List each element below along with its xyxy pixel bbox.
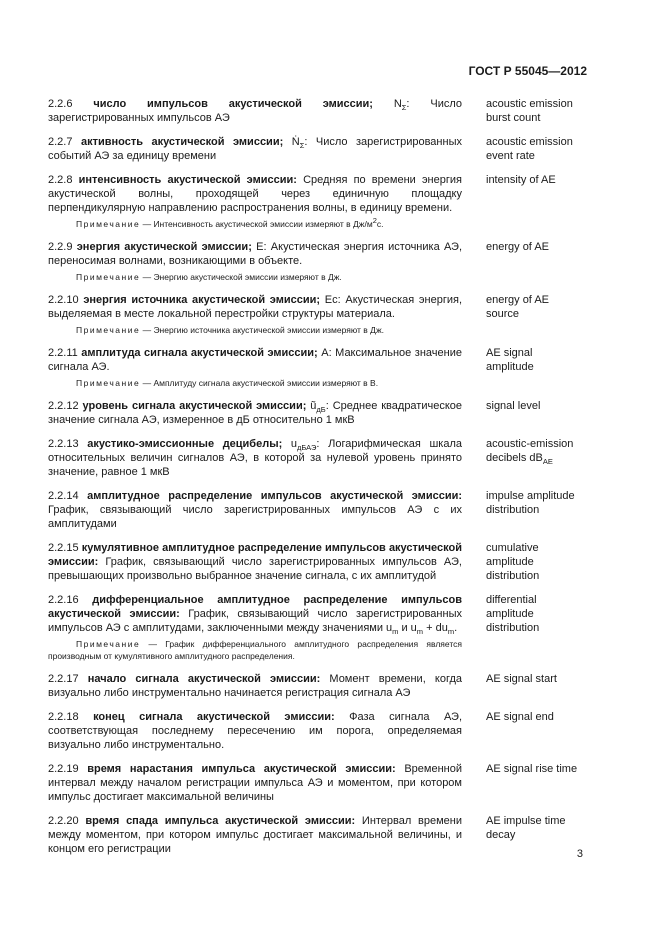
term-definition: Средняя по времени энергия акустической волны, проходящей через единичную площадку перпендикулярную направлению распространения волны, в единицу времени. bbox=[48, 174, 462, 214]
term-definition-ru bbox=[48, 135, 462, 163]
english-term-line bbox=[486, 621, 596, 635]
note-text: — График дифференциального амплитудного распределения является производным от кумулятивного амплитудного распределения. bbox=[48, 639, 462, 661]
term-entry bbox=[48, 593, 596, 662]
term-definition-ru bbox=[48, 710, 462, 752]
term-number: 2.2.18 bbox=[48, 711, 79, 723]
term-definition: Максимальное значение сигнала АЭ. bbox=[48, 347, 462, 373]
term-entry bbox=[48, 437, 596, 479]
english-term-line bbox=[486, 710, 596, 724]
english-term-text: energy of AE bbox=[486, 241, 549, 253]
def-subscript: m bbox=[447, 627, 455, 637]
english-term-text: amplitude bbox=[486, 608, 534, 620]
english-term-line bbox=[486, 555, 596, 569]
term-symbol-colon: : bbox=[406, 98, 410, 110]
term-definition: Фаза сигнала АЭ, соответствующая последнему пересечению им порога, определяемая визуально либо инструментально. bbox=[48, 711, 463, 751]
term-number: 2.2.16 bbox=[48, 594, 79, 606]
term-note bbox=[48, 271, 462, 283]
english-term-line bbox=[486, 503, 596, 517]
term-number: 2.2.10 bbox=[48, 294, 79, 306]
term-definition: Временной интервал между началом регистрации импульса АЭ и моментом, при котором импульс достигает максимальной величины bbox=[48, 763, 462, 803]
term-entry bbox=[48, 489, 596, 531]
english-term-text: AE signal start bbox=[486, 673, 557, 685]
note-label: Примечание bbox=[76, 639, 141, 649]
english-term-text: burst count bbox=[486, 112, 541, 124]
def-subscript: m bbox=[392, 627, 399, 637]
note-text: — Амплитуду сигнала акустической эмиссии измеряют в В. bbox=[142, 378, 379, 388]
term-name: интенсивность акустической эмиссии: bbox=[78, 174, 297, 186]
english-term-text: amplitude bbox=[486, 556, 534, 568]
page-number: 3 bbox=[576, 848, 583, 860]
term-symbol-subscript: дБ bbox=[316, 405, 326, 415]
term-number: 2.2.7 bbox=[48, 136, 73, 148]
term-english bbox=[462, 593, 596, 662]
term-definition: Интервал времени между моментом, при котором импульс достигает максимальной величины, и концом его регистрации bbox=[48, 815, 462, 855]
english-term-subscript: AE bbox=[542, 457, 553, 467]
term-definition: Акустическая энергия, выделяемая в месте локальной перестройки структуры материала. bbox=[48, 294, 462, 320]
standard-header: ГОСТ Р 55045—2012 bbox=[468, 64, 587, 78]
term-english bbox=[462, 762, 596, 804]
term-name: конец сигнала акустической эмиссии: bbox=[93, 711, 335, 723]
term-number: 2.2.6 bbox=[48, 98, 73, 110]
english-term-text: amplitude bbox=[486, 361, 534, 373]
term-number: 2.2.14 bbox=[48, 490, 79, 502]
term-english bbox=[462, 437, 596, 479]
english-term-line bbox=[486, 828, 596, 842]
note-label: Примечание bbox=[76, 378, 141, 388]
english-term-line bbox=[486, 762, 596, 776]
english-term-line bbox=[486, 307, 596, 321]
english-term-line bbox=[486, 135, 596, 149]
english-term-line bbox=[486, 437, 596, 451]
term-definition: Логарифмическая шкала относительных величин сигналов АЭ, в которой за нулевой уровень принято значение, равное 1 мкВ bbox=[48, 438, 463, 478]
term-name: амплитуда сигнала акустической эмиссии; bbox=[81, 347, 318, 359]
term-symbol-subscript: Σ bbox=[299, 141, 305, 151]
english-term-line bbox=[486, 399, 596, 413]
term-definition-ru bbox=[48, 672, 462, 700]
term-definition: Момент времени, когда визуально либо инструментально начинается регистрация сигнала АЭ bbox=[48, 673, 462, 699]
term-symbol: N bbox=[393, 98, 402, 110]
term-definition-ru bbox=[48, 346, 462, 389]
term-number: 2.2.20 bbox=[48, 815, 79, 827]
term-entry bbox=[48, 762, 596, 804]
english-term-text: distribution bbox=[486, 570, 540, 582]
english-term-text: differential bbox=[486, 594, 537, 606]
term-english bbox=[462, 346, 596, 389]
term-entry bbox=[48, 293, 596, 336]
term-name: кумулятивное амплитудное распределение импульсов акустической эмиссии: bbox=[48, 542, 462, 568]
term-definition: Среднее квадратическое значение сигнала АЭ, измеренное в дБ относительно 1 мкВ bbox=[48, 400, 463, 426]
term-number: 2.2.11 bbox=[48, 347, 78, 359]
term-entry bbox=[48, 399, 596, 427]
term-symbol: A bbox=[321, 347, 329, 359]
term-english bbox=[462, 240, 596, 283]
term-entry bbox=[48, 173, 596, 230]
term-symbol-colon: : bbox=[316, 438, 320, 450]
english-term-line bbox=[486, 97, 596, 111]
english-term-line bbox=[486, 541, 596, 555]
note-text-end: с. bbox=[376, 219, 384, 229]
terms-list bbox=[48, 97, 596, 866]
english-term-line bbox=[486, 814, 596, 828]
english-term-line bbox=[486, 111, 596, 125]
term-definition: Акустическая энергия источника АЭ, переносимая волнами, возникающими в объекте. bbox=[48, 241, 463, 267]
term-note bbox=[48, 324, 462, 336]
term-definition: График, связывающий число зарегистрированных импульсов АЭ, превышающих произвольно выбранное значение сигнала, с их амплитудой bbox=[48, 556, 462, 582]
term-entry bbox=[48, 541, 596, 583]
term-name: уровень сигнала акустической эмиссии; bbox=[82, 400, 307, 412]
english-term-line bbox=[486, 240, 596, 254]
term-entry bbox=[48, 97, 596, 125]
term-definition-ru bbox=[48, 593, 462, 662]
english-term-line bbox=[486, 149, 596, 163]
term-definition-ru bbox=[48, 97, 462, 125]
note-text: — Интенсивность акустической эмиссии измеряют в Дж/м bbox=[142, 219, 373, 229]
term-name: акустико-эмиссионные децибелы; bbox=[87, 438, 283, 450]
term-note bbox=[48, 218, 462, 230]
term-symbol: Ec bbox=[324, 294, 338, 306]
english-term-line bbox=[486, 593, 596, 607]
term-name: дифференциальное амплитудное распределение импульсов акустической эмиссии: bbox=[48, 594, 462, 620]
english-term-text: distribution bbox=[486, 622, 540, 634]
english-term-text: energy of AE bbox=[486, 294, 549, 306]
english-term-text: intensity of AE bbox=[486, 174, 556, 186]
term-symbol: ũ bbox=[310, 400, 317, 412]
term-definition-ru bbox=[48, 814, 462, 856]
term-english bbox=[462, 293, 596, 336]
english-term-text: distribution bbox=[486, 504, 540, 516]
term-symbol: E bbox=[256, 241, 264, 253]
english-term-text: acoustic emission bbox=[486, 136, 573, 148]
term-symbol-colon: : bbox=[304, 136, 308, 148]
term-english bbox=[462, 173, 596, 230]
note-text: — Энергию акустической эмиссии измеряют в Дж. bbox=[142, 272, 342, 282]
term-note bbox=[48, 377, 462, 389]
term-definition-ru bbox=[48, 399, 462, 427]
term-symbol-colon: : bbox=[328, 347, 332, 359]
english-term-text: AE signal end bbox=[486, 711, 554, 723]
term-name: время нарастания импульса акустической эмиссии: bbox=[87, 763, 396, 775]
term-number: 2.2.19 bbox=[48, 763, 79, 775]
term-definition: + du bbox=[423, 622, 448, 634]
term-definition: Число зарегистрированных импульсов АЭ bbox=[48, 98, 462, 124]
term-english bbox=[462, 672, 596, 700]
term-name: энергия источника акустической эмиссии; bbox=[83, 294, 321, 306]
english-term-text: cumulative bbox=[486, 542, 539, 554]
term-number: 2.2.8 bbox=[48, 174, 73, 186]
term-name: амплитудное распределение импульсов акустической эмиссии: bbox=[87, 490, 463, 502]
term-symbol-subscript: Σ bbox=[401, 103, 407, 113]
term-note bbox=[48, 638, 462, 662]
term-definition-ru bbox=[48, 489, 462, 531]
term-symbol: Ṅ bbox=[291, 136, 300, 148]
term-entry bbox=[48, 135, 596, 163]
term-english bbox=[462, 97, 596, 125]
term-definition: и u bbox=[398, 622, 417, 634]
term-english bbox=[462, 489, 596, 531]
note-superscript: 2 bbox=[372, 216, 377, 226]
term-name: начало сигнала акустической эмиссии: bbox=[87, 673, 321, 685]
term-definition-ru bbox=[48, 173, 462, 230]
note-text: — Энергию источника акустической эмиссии измеряют в Дж. bbox=[142, 325, 384, 335]
term-name: число импульсов акустической эмиссии; bbox=[93, 98, 373, 110]
term-definition-ru bbox=[48, 541, 462, 583]
english-term-text: source bbox=[486, 308, 520, 320]
term-number: 2.2.13 bbox=[48, 438, 79, 450]
term-definition: График, связывающий число зарегистрированных импульсов АЭ с их амплитудами bbox=[48, 504, 462, 530]
term-symbol: u bbox=[290, 438, 298, 450]
term-entry bbox=[48, 672, 596, 700]
english-term-line bbox=[486, 451, 596, 465]
term-entry bbox=[48, 814, 596, 856]
term-symbol-subscript: дБАЭ bbox=[297, 443, 317, 453]
term-symbol-colon: : bbox=[337, 294, 341, 306]
english-term-text: decay bbox=[486, 829, 516, 841]
english-term-line bbox=[486, 607, 596, 621]
term-number: 2.2.12 bbox=[48, 400, 79, 412]
english-term-text: acoustic emission bbox=[486, 98, 573, 110]
term-definition-ru bbox=[48, 762, 462, 804]
term-name: время спада импульса акустической эмиссии: bbox=[85, 815, 356, 827]
english-term-text: AE signal rise time bbox=[486, 763, 578, 775]
term-number: 2.2.15 bbox=[48, 542, 79, 554]
term-english bbox=[462, 135, 596, 163]
english-term-line bbox=[486, 346, 596, 360]
term-definition-ru bbox=[48, 437, 462, 479]
english-term-line bbox=[486, 173, 596, 187]
term-name: энергия акустической эмиссии; bbox=[76, 241, 252, 253]
term-definition-ru bbox=[48, 293, 462, 336]
english-term-text: acoustic-emission bbox=[486, 438, 574, 450]
term-definition: График, связывающий число зарегистрированных импульсов АЭ с амплитудами, заключенными между значениями u bbox=[48, 608, 462, 634]
english-term-text: decibels dB bbox=[486, 452, 543, 464]
term-entry bbox=[48, 240, 596, 283]
english-term-line bbox=[486, 569, 596, 583]
english-term-text: impulse amplitude bbox=[486, 490, 575, 502]
term-number: 2.2.9 bbox=[48, 241, 73, 253]
note-label: Примечание bbox=[76, 325, 141, 335]
term-english bbox=[462, 541, 596, 583]
english-term-line bbox=[486, 293, 596, 307]
term-number: 2.2.17 bbox=[48, 673, 79, 685]
term-symbol-colon: : bbox=[325, 400, 329, 412]
term-entry bbox=[48, 710, 596, 752]
english-term-text: AE signal bbox=[486, 347, 533, 359]
term-symbol-colon: : bbox=[263, 241, 267, 253]
english-term-text: signal level bbox=[486, 400, 541, 412]
note-label: Примечание bbox=[76, 272, 141, 282]
english-term-line bbox=[486, 489, 596, 503]
note-label: Примечание bbox=[76, 219, 141, 229]
term-definition: Число зарегистрированных событий АЭ за единицу времени bbox=[48, 136, 462, 162]
term-entry bbox=[48, 346, 596, 389]
english-term-line bbox=[486, 360, 596, 374]
english-term-line bbox=[486, 672, 596, 686]
english-term-text: AE impulse time bbox=[486, 815, 566, 827]
term-english bbox=[462, 399, 596, 427]
term-english bbox=[462, 710, 596, 752]
term-definition: . bbox=[454, 622, 458, 634]
term-definition-ru bbox=[48, 240, 462, 283]
english-term-text: event rate bbox=[486, 150, 535, 162]
def-subscript: m bbox=[416, 627, 424, 637]
term-name: активность акустической эмиссии; bbox=[80, 136, 284, 148]
